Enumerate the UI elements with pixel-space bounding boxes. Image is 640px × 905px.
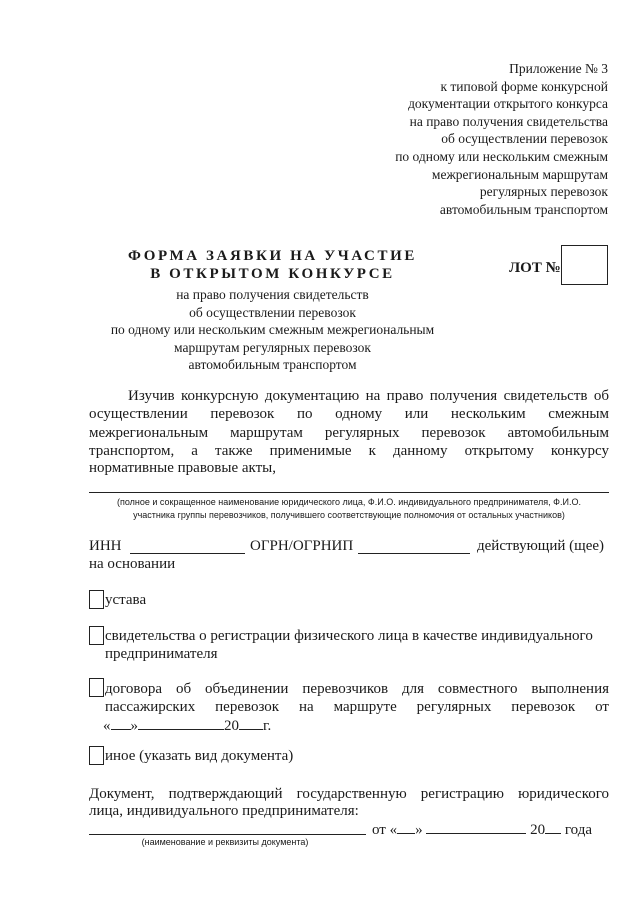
agreement-year-prefix: 20 [224,718,239,734]
participant-note-line2: участника группы перевозчиков, получившего соответствующие полномочия от остальных участников) [133,509,565,520]
charter-checkbox[interactable] [89,590,104,609]
subtitle-line: маршрутам регулярных перевозок [174,339,371,355]
subtitle-line: автомобильным транспортом [188,357,357,372]
agreement-date [103,716,271,735]
registration-year-suffix: года [564,822,592,838]
participant-note-line1: (полное и сокращенное наименование юридического лица, Ф.И.О. индивидуального предпринимателя, Ф.И.О. [116,497,581,507]
form-title-line2: В ОТКРЫТОМ КОНКУРСЕ [150,266,395,282]
other-label: иное (указать вид документа) [105,748,294,764]
appendix-line: документации открытого конкурса [408,96,608,112]
appendix-line: по одному или нескольким смежным [395,148,608,164]
agreement-label-line1: договора об объединении перевозчиков для совместного выполнения [105,681,609,697]
form-subtitle [80,286,465,374]
participant-name-field[interactable] [89,492,609,493]
appendix-line: к типовой форме конкурсной [440,78,608,94]
ogrn-field[interactable] [358,553,470,554]
registration-doc-note: (наименование и реквизиты документа) [141,837,309,847]
agreement-label-line2: пассажирских перевозок на маршруте регулярных перевозок от [105,699,609,715]
subtitle-line: на право получения свидетельств [176,287,369,302]
registration-date [372,820,592,839]
appendix-line: автомобильным транспортом [439,201,608,217]
agreement-date-mid: » [130,718,138,734]
appendix-line: межрегиональным маршрутам [431,166,608,182]
certificate-label-line2: предпринимателя [105,646,218,662]
charter-label: устава [105,592,147,608]
ogrn-label: ОГРН/ОГРНИП [250,538,354,554]
registration-quote-close: » [415,822,423,838]
lot-label: ЛОТ № [509,260,561,276]
agreement-day-field[interactable] [111,716,131,730]
agreement-year-field[interactable] [239,716,263,730]
agreement-date-open: « [103,718,111,734]
intro-line: транспортом, а также применимые к данному открытому конкурсу [89,443,609,459]
lot-number-field[interactable] [561,245,608,285]
inn-field[interactable] [130,553,245,554]
intro-line: Изучив конкурсную документацию на право получения свидетельств об [128,388,609,404]
form-title-line1: ФОРМА ЗАЯВКИ НА УЧАСТИЕ [128,248,417,264]
basis-label: на основании [89,556,176,572]
inn-label: ИНН [89,538,122,554]
certificate-label-line1: свидетельства о регистрации физического лица в качестве индивидуального [105,628,593,644]
intro-line: осуществлении перевозок по одному или нескольким смежным [89,406,609,422]
intro-line: межрегиональным маршрутам регулярных перевозок автомобильным [89,425,609,441]
appendix-line: на право получения свидетельства [409,113,608,129]
intro-line: нормативные правовые акты, [89,460,277,476]
appendix-line: регулярных перевозок [479,184,608,200]
registration-month-field[interactable] [426,820,526,834]
registration-document-field[interactable] [89,834,366,835]
acting-label: действующий (щее) [477,538,605,554]
certificate-checkbox[interactable] [89,626,104,645]
appendix-line: Приложение № 3 [509,61,608,76]
registration-year-prefix: 20 [530,822,546,838]
appendix-line: об осуществлении перевозок [441,131,608,147]
agreement-year-suffix: г. [263,718,272,734]
participant-note [89,496,609,521]
appendix-header [278,60,608,218]
other-checkbox[interactable] [89,746,104,765]
registration-year-field[interactable] [545,820,561,834]
subtitle-line: по одному или нескольким смежным межрегиональным [110,322,435,337]
subtitle-line: об осуществлении перевозок [189,304,356,320]
registration-day-field[interactable] [397,820,415,834]
registration-from-label: от « [372,822,398,838]
registration-line1: Документ, подтверждающий государственную регистрацию юридического [89,786,609,802]
agreement-month-field[interactable] [138,716,224,730]
registration-line2: лица, индивидуального предпринимателя: [89,803,359,819]
agreement-checkbox[interactable] [89,678,104,697]
